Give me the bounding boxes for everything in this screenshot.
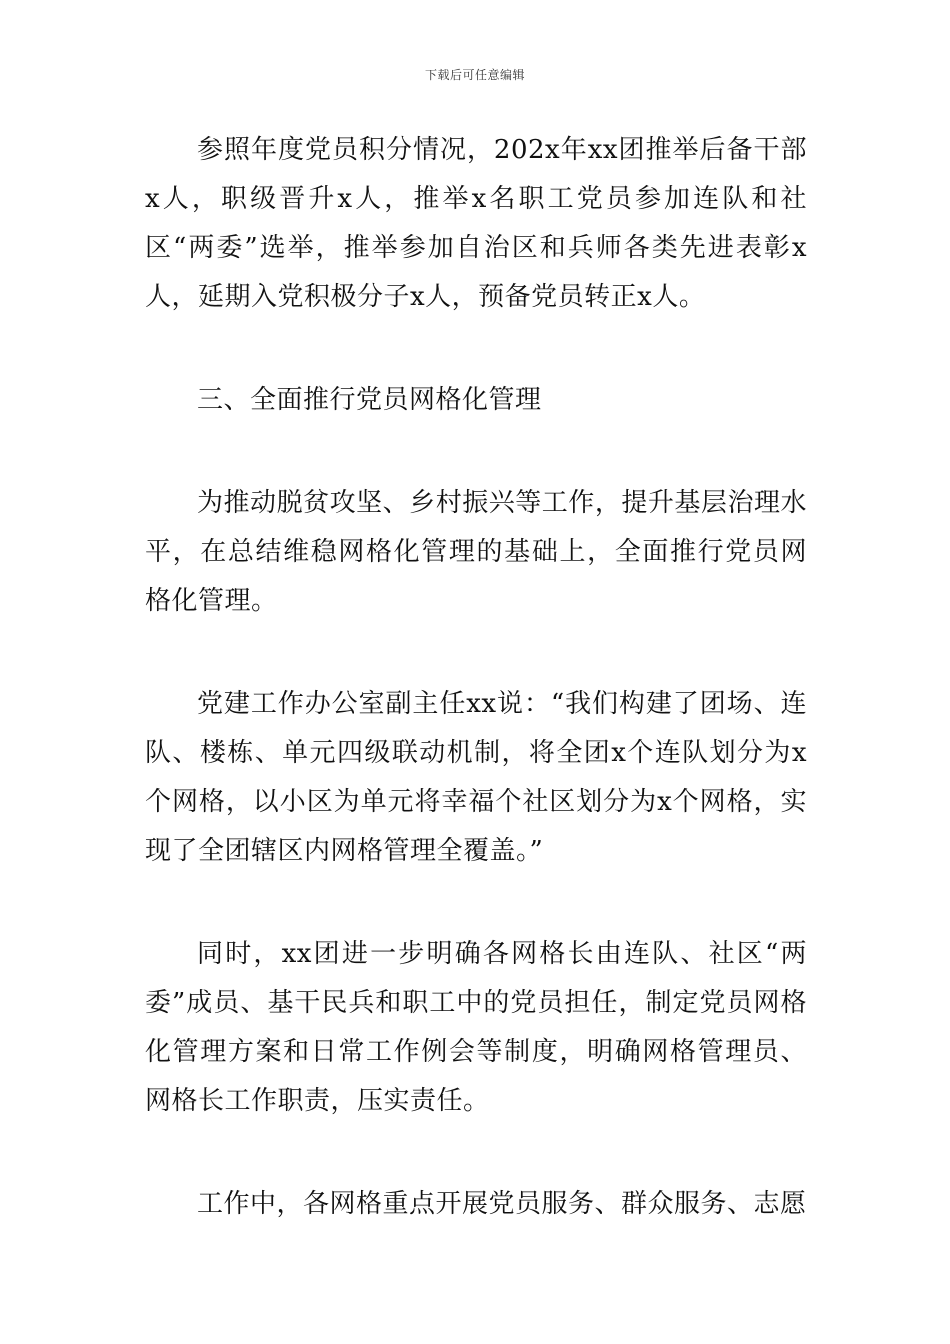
paragraph-work-services: 工作中，各网格重点开展党员服务、群众服务、志愿 bbox=[197, 1189, 807, 1219]
paragraph-party-points: 参照年度党员积分情况，202x年xx团推举后备干部x人，职级晋升x人，推举x名职工党员参加连队和社区“两委”选举，推举参加自治区和兵师各类先进表彰x人，延期入党积极分子x人，预备党员转正x人。 bbox=[145, 135, 807, 312]
header-note: 下载后可任意编辑 bbox=[424, 68, 525, 82]
paragraph-grid-leaders: 同时，xx团进一步明确各网格长由连队、社区“两委”成员、基干民兵和职工中的党员担任，制定党员网格化管理方案和日常工作例会等制度，明确网格管理员、网格长工作职责，压实责任。 bbox=[145, 939, 807, 1116]
paragraph-director-quote: 党建工作办公室副主任xx说：“我们构建了团场、连队、楼栋、单元四级联动机制，将全团x个连队划分为x个网格，以小区为单元将幸福个社区划分为x个网格，实现了全团辖区内网格管理全覆盖。” bbox=[145, 689, 807, 866]
paragraph-grid-management-intro: 为推动脱贫攻坚、乡村振兴等工作，提升基层治理水平，在总结维稳网格化管理的基础上，全面推行党员网格化管理。 bbox=[145, 488, 807, 616]
document-body bbox=[145, 126, 807, 1229]
section-heading: 三、全面推行党员网格化管理 bbox=[197, 385, 542, 415]
